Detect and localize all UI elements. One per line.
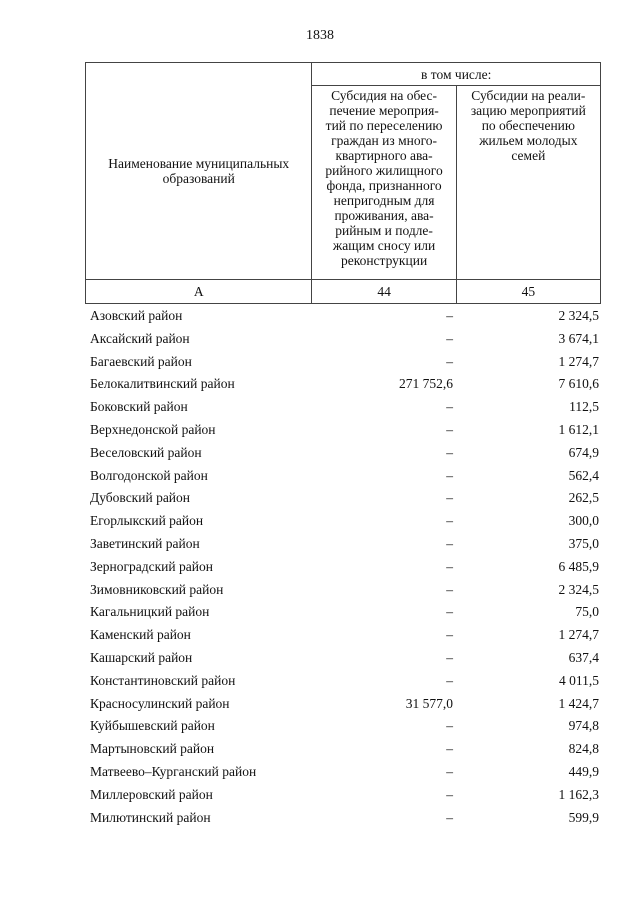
row-name: Заветинский район	[90, 535, 200, 551]
value-col-44: –	[446, 513, 453, 529]
row-name: Веселовский район	[90, 444, 202, 460]
value-col-44: –	[446, 308, 453, 323]
value-col-44: –	[446, 718, 453, 734]
row-name: Зерноградский район	[90, 558, 213, 574]
table-row	[85, 807, 601, 830]
header-line: проживания, ава-	[334, 208, 434, 224]
value-col-44: –	[446, 763, 453, 779]
column-group-including: в том числе:	[312, 63, 601, 86]
row-name: Дубовский район	[90, 490, 191, 506]
value-col-44: –	[446, 672, 453, 688]
table-row	[85, 670, 601, 693]
header-line: фонда, признанного	[326, 178, 442, 194]
row-name: Матвеево–Курганский район	[90, 763, 257, 779]
value-col-44: –	[446, 786, 453, 802]
column-index-44: 44	[312, 279, 456, 303]
value-col-44: –	[446, 604, 453, 620]
row-name: Кашарский район	[90, 649, 193, 665]
header-line: жильем молодых	[479, 133, 578, 149]
value-col-44: –	[446, 627, 453, 643]
header-line: по обеспечению	[481, 118, 575, 134]
table-row	[85, 761, 601, 784]
value-col-44: 271 752,6	[399, 376, 453, 392]
row-name: Каменский район	[90, 627, 191, 643]
value-col-45: 4 011,5	[559, 672, 599, 688]
row-name: Егорлыкский район	[90, 513, 204, 529]
value-col-45: 974,8	[568, 718, 599, 734]
row-name: Кагальницкий район	[90, 604, 210, 620]
row-name: Верхнедонской район	[90, 421, 216, 437]
row-name: Багаевский район	[90, 353, 192, 369]
table-row	[85, 396, 601, 419]
value-col-45: 7 610,6	[558, 376, 599, 392]
table-row	[85, 487, 601, 510]
table-row	[85, 533, 601, 556]
table-header	[85, 62, 601, 304]
value-col-45: 1 274,7	[558, 627, 599, 643]
header-line: зацию мероприятий	[470, 103, 586, 119]
table-row	[85, 784, 601, 807]
table-row	[85, 624, 601, 647]
table-row	[85, 419, 601, 442]
value-col-44: –	[446, 490, 453, 506]
value-col-45: 75,0	[575, 604, 599, 620]
value-col-45: 599,9	[568, 809, 599, 825]
value-col-45: 1 162,3	[558, 786, 599, 802]
value-col-45: 1 612,1	[558, 421, 599, 437]
row-name: Волгодонской район	[90, 467, 208, 483]
value-col-45: 637,4	[568, 649, 599, 665]
row-name: Мартыновский район	[90, 741, 215, 757]
header-line: квартирного ава-	[335, 148, 433, 164]
header-line: реконструкции	[340, 253, 428, 269]
column-header-45	[456, 86, 600, 280]
value-col-44: –	[446, 535, 453, 551]
header-line: Субсидии на реали-	[471, 88, 586, 104]
table-row	[85, 328, 601, 351]
value-col-44: –	[446, 649, 453, 665]
value-col-44: –	[446, 581, 453, 597]
header-line: семей	[511, 148, 546, 164]
value-col-45: 262,5	[568, 490, 599, 506]
table-row	[85, 465, 601, 488]
value-col-45: 2 324,5	[558, 308, 599, 323]
header-line: рийного жилищного	[325, 163, 443, 179]
header-line: граждан из много-	[331, 133, 438, 149]
table-row	[85, 579, 601, 602]
value-col-45: 562,4	[568, 467, 599, 483]
table-row	[85, 647, 601, 670]
value-col-45: 1 424,7	[558, 695, 599, 711]
row-name: Азовский район	[90, 308, 183, 323]
value-col-45: 6 485,9	[558, 558, 599, 574]
row-name: Зимовниковский район	[90, 581, 224, 597]
value-col-45: 112,5	[569, 399, 599, 415]
row-name: Аксайский район	[90, 330, 190, 346]
table-row	[85, 351, 601, 374]
value-col-44: –	[446, 741, 453, 757]
value-col-44: –	[446, 444, 453, 460]
table-row	[85, 556, 601, 579]
table-row	[85, 305, 601, 328]
table-row	[85, 738, 601, 761]
value-col-44: 31 577,0	[405, 695, 453, 711]
row-name: Константиновский район	[90, 672, 236, 688]
column-index-45: 45	[456, 279, 600, 303]
value-col-44: –	[446, 399, 453, 415]
header-line: жащим сносу или	[332, 238, 436, 254]
value-col-45: 449,9	[568, 763, 599, 779]
value-col-44: –	[446, 330, 453, 346]
table-body	[85, 305, 601, 829]
value-col-45: 824,8	[568, 741, 599, 757]
header-line: тий по переселению	[325, 118, 443, 134]
table-row	[85, 601, 601, 624]
header-line: непригодным для	[333, 193, 435, 209]
value-col-45: 2 324,5	[558, 581, 599, 597]
row-name: Красносулинский район	[90, 695, 230, 711]
row-name: Куйбышевский район	[90, 718, 215, 734]
table-row	[85, 715, 601, 738]
row-name: Милютинский район	[90, 809, 211, 825]
table-row	[85, 442, 601, 465]
table-row	[85, 373, 601, 396]
row-name: Миллеровский район	[90, 786, 213, 802]
row-name: Боковский район	[90, 399, 188, 415]
value-col-44: –	[446, 353, 453, 369]
header-line: печение мероприя-	[329, 103, 439, 119]
header-line: Субсидия на обес-	[331, 88, 437, 104]
value-col-44: –	[446, 421, 453, 437]
table-row	[85, 510, 601, 533]
header-line: рийным и подле-	[335, 223, 433, 239]
value-col-44: –	[446, 809, 453, 825]
column-index-a: А	[86, 279, 312, 303]
value-col-44: –	[446, 467, 453, 483]
table-row	[85, 693, 601, 716]
column-header-name: Наименование муниципальных образований	[86, 63, 312, 280]
page-number: 1838	[306, 28, 334, 43]
value-col-45: 375,0	[568, 535, 599, 551]
value-col-45: 674,9	[568, 444, 599, 460]
value-col-45: 300,0	[568, 513, 599, 529]
column-header-44	[312, 86, 456, 280]
value-col-45: 3 674,1	[558, 330, 599, 346]
row-name: Белокалитвинский район	[90, 376, 235, 392]
value-col-45: 1 274,7	[558, 353, 599, 369]
value-col-44: –	[446, 558, 453, 574]
